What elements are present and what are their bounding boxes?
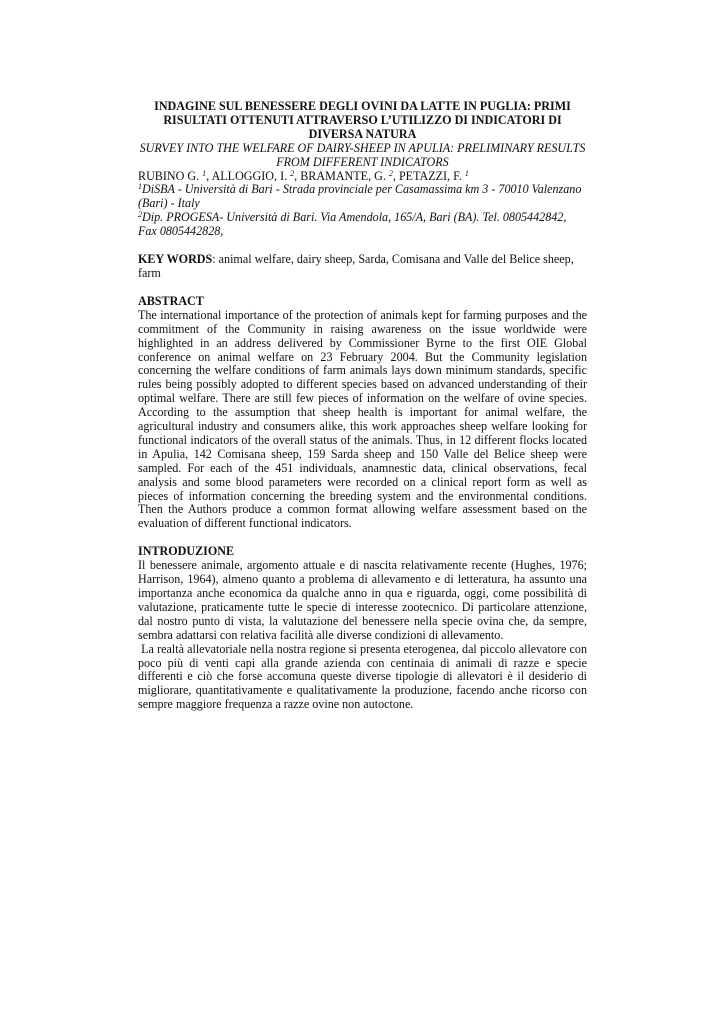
author-name: ALLOGGIO, I. bbox=[211, 168, 291, 183]
author-separator: , bbox=[206, 168, 212, 183]
author-affiliation-marker: 2 bbox=[388, 168, 393, 178]
author-name: RUBINO G. bbox=[138, 168, 203, 183]
abstract-heading: ABSTRACT bbox=[138, 293, 204, 308]
author-list bbox=[138, 170, 587, 184]
affiliation-1 bbox=[138, 183, 587, 211]
affiliation-text: DiSBA - Università di Bari - Strada provinciale per Casamassima km 3 - 70010 Valenzano (Bari) - Italy bbox=[138, 182, 582, 211]
affiliation-marker: 2 bbox=[138, 210, 142, 220]
author-separator: , bbox=[392, 168, 399, 183]
affiliation-text: Dip. PROGESA- Università di Bari. Via Amendola, 165/A, Bari (BA). Tel. 0805442842, Fax 0805442828, bbox=[138, 210, 567, 239]
author-separator: , bbox=[294, 168, 301, 183]
keywords-label: KEY WORDS bbox=[138, 252, 213, 267]
author-affiliation-marker: 2 bbox=[290, 168, 295, 178]
abstract-body: The international importance of the protection of animals kept for farming purposes and the commitment of the Community in raising awareness on the issue worldwide were highlighted in an address delivered by Commissioner Byrne to the first OIE Global conference on animal welfare on 23 February 2004. But the Community legislation concerning the welfare conditions of farm animals lays down minimum standards, specific rules being possibly adopted to different species based on advanced understanding of their optimal welfare. There are still few pieces of information on the welfare of ovine species. According to the assumption that sheep health is important for animal welfare, the agricultural industry and consumers alike, this work approaches sheep welfare looking for functional indicators of the overall status of the animals. Thus, in 12 different flocks located in Apulia, 142 Comisana sheep, 159 Sarda sheep and 150 Valle del Belice sheep were sampled. For each of the 451 individuals, anamnestic data, clinical observations, fecal analysis and some blood parameters were recorded on a clinical report form as well as pieces of information concerning the breeding system and the environmental conditions. Then the Authors produce a common format allowing welfare assessment based on the evaluation of different functional indicators. bbox=[138, 307, 587, 531]
intro-paragraph-1: Il benessere animale, argomento attuale e di nascita relativamente recente (Hughes, 1976; Harrison, 1964), almeno quanto a problema di allevamento e di letteratura, ha assunto una importanza anche economica da qualche anno in qua e riguarda, oggi, come possibilità di valutazione, praticamente tutte le specie di interesse zootecnico. Di particolare attenzione, dal nostro punto di vista, la valutazione del benessere nella specie ovina che, da sempre, sembra adattarsi con relativa facilità alle diverse condizioni di allevamento. bbox=[138, 558, 587, 642]
title-english: SURVEY INTO THE WELFARE OF DAIRY-SHEEP IN APULIA: PRELIMINARY RESULTS FROM DIFFERENT INDICATORS bbox=[139, 140, 586, 169]
intro-heading: INTRODUZIONE bbox=[138, 544, 235, 559]
affiliation-2 bbox=[138, 211, 587, 239]
author-name: BRAMANTE, G. bbox=[300, 168, 389, 183]
keywords-text: : animal welfare, dairy sheep, Sarda, Comisana and Valle del Belice sheep, farm bbox=[138, 252, 574, 280]
intro-paragraph-2: La realtà allevatoriale nella nostra regione si presenta eterogenea, dal piccolo allevatore con poco più di venti capi alla grande azienda con centinaia di animali di razze e specie differenti e ciò che forse accomuna queste diverse tipologie di allevatori è il desiderio di migliorare, quantitativamente e qualitativamente la produzione, facendo anche ricorso con sempre maggiore frequenza a razze ovine non autoctone. bbox=[138, 641, 591, 712]
author-affiliation-marker: 1 bbox=[202, 168, 207, 178]
title-italian: INDAGINE SUL BENESSERE DEGLI OVINI DA LATTE IN PUGLIA: PRIMI RISULTATI OTTENUTI ATTRAVERSO L’UTILIZZO DI INDICATORI DI DIVERSA NATURA bbox=[154, 99, 571, 141]
keywords bbox=[138, 253, 587, 281]
document-page bbox=[138, 99, 591, 712]
author-name: PETAZZI, F. bbox=[398, 168, 465, 183]
author-affiliation-marker: 1 bbox=[464, 168, 469, 178]
affiliation-marker: 1 bbox=[138, 182, 142, 192]
